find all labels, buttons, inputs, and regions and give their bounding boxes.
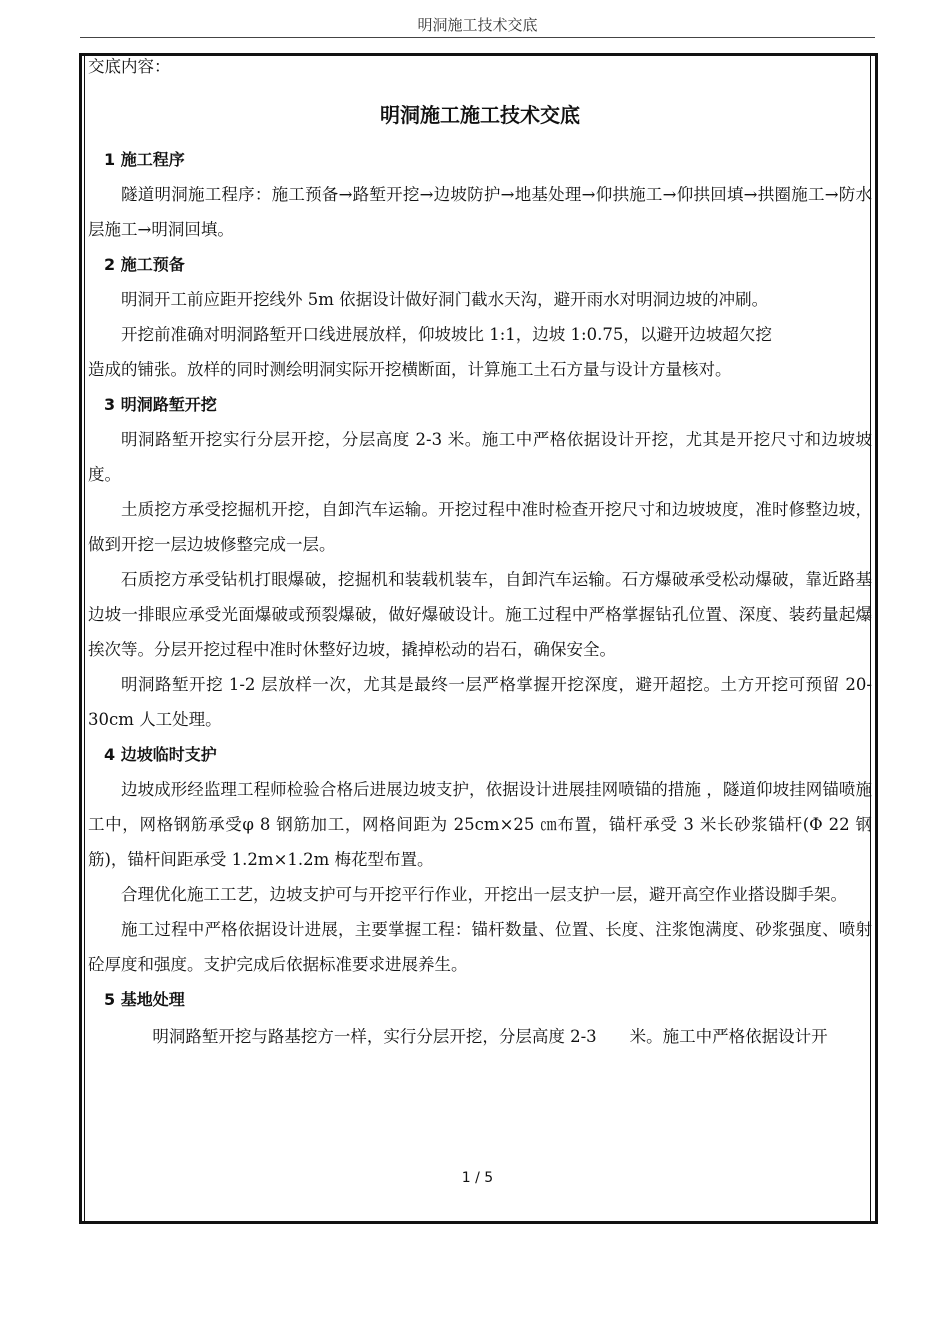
paragraph: 石质挖方承受钻机打眼爆破，挖掘机和装载机装车，自卸汽车运输。石方爆破承受松动爆破，靠近路基边坡一排眼应承受光面爆破或预裂爆破，做好爆破设计。施工过程中严格掌握钻孔位置、深度、装药量起爆挨次等。分层开挖过程中准时休整好边坡，撬掉松动的岩石，确保安全。 [88,570,872,659]
section-label: 交底内容： [88,57,171,76]
frame-inner-line-left [84,53,85,1221]
paragraph: 施工过程中严格依据设计进展，主要掌握工程：锚杆数量、位置、长度、注浆饱满度、砂浆强度、喷射砼厚度和强度。支护完成后依据标准要求进展养生。 [88,920,872,974]
paragraph: 边坡成形经监理工程师检验合格后进展边坡支护，依据设计进展挂网喷锚的措施 ，隧道仰坡挂网锚喷施工中，网格钢筋承受φ 8 钢筋加工，网格间距为 25cm×25 ㎝布置，锚杆承受 3 米长砂浆锚杆(Φ 22 钢筋)，锚杆间距承受 1.2m×1.2m 梅花型布置。 [88,780,872,869]
document-body [88,56,872,1047]
paragraph: 明洞路堑开挖实行分层开挖，分层高度 2-3 米。施工中严格依据设计开挖，尤其是开挖尺寸和边坡坡度。 [88,430,872,484]
section-heading: 1 施工程序 [104,150,185,169]
document-title: 明洞施工施工技术交底 [380,103,580,127]
paragraph: 土质挖方承受挖掘机开挖，自卸汽车运输。开挖过程中准时检查开挖尺寸和边坡坡度，准时修整边坡，做到开挖一层边坡修整完成一层。 [88,500,872,554]
page-number: 1 / 5 [461,1170,494,1186]
section-heading: 4 边坡临时支护 [104,745,217,764]
section-heading: 2 施工预备 [104,255,185,274]
section-heading: 5 基地处理 [104,990,185,1009]
paragraph: 明洞开工前应距开挖线外 5m 依据设计做好洞门截水天沟，避开雨水对明洞边坡的冲刷。 [121,290,769,309]
section-heading: 3 明洞路堑开挖 [104,395,217,414]
paragraph: 开挖前准确对明洞路堑开口线进展放样，仰坡坡比 1:1，边坡 1:0.75，以避开边坡超欠挖 [121,325,772,344]
paragraph: 造成的铺张。放样的同时测绘明洞实际开挖横断面，计算施工土石方量与设计方量核对。 [88,360,732,379]
paragraph: 合理优化施工工艺，边坡支护可与开挖平行作业，开挖出一层支护一层，避开高空作业搭设脚手架。 [121,885,847,904]
paragraph: 隧道明洞施工程序：施工预备→路堑开挖→边坡防护→地基处理→仰拱施工→仰拱回填→拱圈施工→防水层施工→明洞回填。 [88,185,872,239]
running-header: 明洞施工技术交底 [417,16,538,34]
paragraph: 明洞路堑开挖与路基挖方一样，实行分层开挖，分层高度 2-3 米。施工中严格依据设计开 [152,1027,828,1046]
paragraph: 明洞路堑开挖 1-2 层放样一次，尤其是最终一层严格掌握开挖深度，避开超挖。土方开挖可预留 20-30cm 人工处理。 [88,675,872,729]
header-rule [80,37,875,38]
